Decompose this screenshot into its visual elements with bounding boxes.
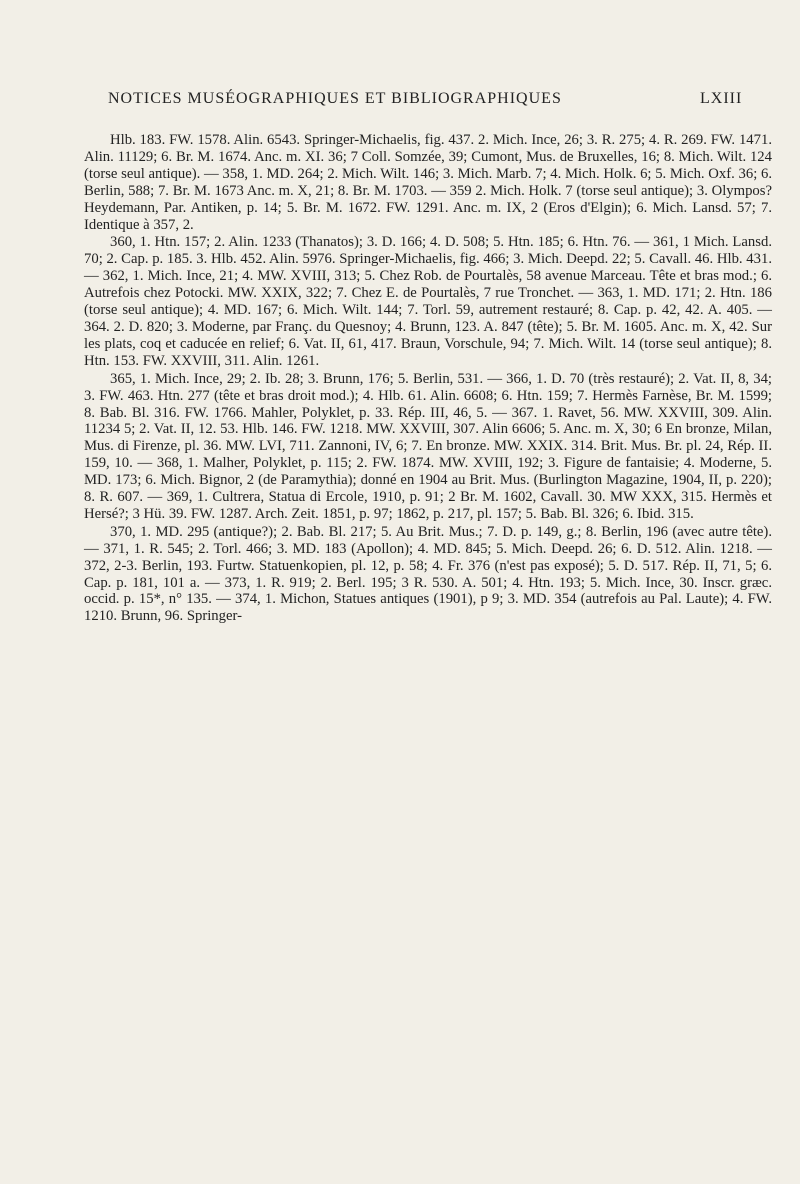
notes-body <box>84 132 772 626</box>
paragraph-370-374: 370, 1. MD. 295 (antique?); 2. Bab. Bl. 217; 5. Au Brit. Mus.; 7. D. p. 149, g.; 8. Berlin, 196 (avec autre tête). — 371, 1. R. 545; 2. Torl. 466; 3. MD. 183 (Apollon); 4. MD. 845; 5. Mich. Deepd. 26; 6. D. 512. Alin. 1218. — 372, 2-3. Berlin, 193. Furtw. Statuenkopien, pl. 12, p. 58; 4. Fr. 376 (n'est pas exposé); 5. D. 517. Rép. II, 71, 5; 6. Cap. p. 181, 101 a. — 373, 1. R. 919; 2. Berl. 195; 3 R. 530. A. 501; 4. Htn. 193; 5. Mich. Ince, 30. Inscr. græc. occid. p. 15*, n° 135. — 374, 1. Michon, Statues antiques (1901), p 9; 3. MD. 354 (autrefois au Pal. Laute); 4. FW. 1210. Brunn, 96. Springer- <box>84 523 772 625</box>
paragraph-365-369: 365, 1. Mich. Ince, 29; 2. Ib. 28; 3. Brunn, 176; 5. Berlin, 531. — 366, 1. D. 70 (très restauré); 2. Vat. II, 8, 34; 3. FW. 463. Htn. 277 (tête et bras droit mod.); 4. Hlb. 61. Alin. 6608; 6. Htn. 159; 7. Hermès Farnèse, Br. M. 1599; 8. Bab. Bl. 316. FW. 1766. Mahler, Polyklet, p. 33. Rép. III, 46, 5. — 367. 1. Ravet, 56. MW. XXVIII, 309. Alin. 11234 5; 2. Vat. II, 12. 53. Hlb. 146. FW. 1218. MW. XXVIII, 307. Alin 6606; 5. Anc. m. X, 30; 6 En bronze, Milan, Mus. di Firenze, pl. 36. MW. LVI, 711. Zannoni, IV, 6; 7. En bronze. MW. XXIX. 314. Brit. Mus. Br. pl. 24, Rép. II. 159, 10. — 368, 1. Malher, Polyklet, p. 115; 2. FW. 1874. MW. XVIII, 192; 3. Figure de fantaisie; 4. Moderne, 5. MD. 173; 6. Mich. Bignor, 2 (de Paramythia); donné en 1904 au Brit. Mus. (Burlington Magazine, 1904, II, p. 220); 8. R. 607. — 369, 1. Cultrera, Statua di Ercole, 1910, p. 91; 2 Br. M. 1602, Cavall. 30. MW XXX, 315. Hermès et Hersé?; 3 Hü. 39. FW. 1287. Arch. Zeit. 1851, p. 97; 1862, p. 217, pl. 157; 5. Bab. Bl. 326; 6. Ibid. 315. <box>84 370 772 522</box>
page-number: LXIII <box>700 90 743 107</box>
paragraph-357-359: Hlb. 183. FW. 1578. Alin. 6543. Springer-Michaelis, fig. 437. 2. Mich. Ince, 26; 3. R. 275; 4. R. 269. FW. 1471. Alin. 11129; 6. Br. M. 1674. Anc. m. XI. 36; 7 Coll. Somzée, 39; Cumont, Mus. de Bruxelles, 16; 8. Mich. Wilt. 124 (torse seul antique). — 358, 1. MD. 264; 2. Mich. Wilt. 146; 3. Mich. Marb. 7; 4. Mich. Holk. 6; 5. Mich. Oxf. 36; 6. Berlin, 588; 7. Br. M. 1673 Anc. m. X, 21; 8. Br. M. 1703. — 359 2. Mich. Holk. 7 (torse seul antique); 3. Olympos? Heydemann, Par. Antiken, p. 14; 5. Br. M. 1672. FW. 1291. Anc. m. IX, 2 (Eros d'Elgin); 6. Mich. Lansd. 57; 7. Identique à 357, 2. <box>84 132 772 233</box>
header-title: NOTICES MUSÉOGRAPHIQUES ET BIBLIOGRAPHIQUES <box>108 90 562 107</box>
paragraph-360-364: 360, 1. Htn. 157; 2. Alin. 1233 (Thanatos); 3. D. 166; 4. D. 508; 5. Htn. 185; 6. Htn. 76. — 361, 1 Mich. Lansd. 70; 2. Cap. p. 185. 3. Hlb. 452. Alin. 5976. Springer-Michaelis, fig. 466; 3. Mich. Deepd. 22; 5. Cavall. 46. Hlb. 431. — 362, 1. Mich. Ince, 21; 4. MW. XVIII, 313; 5. Chez Rob. de Pourtalès, 58 avenue Marceau. Tête et bras mod.; 6. Autrefois chez Potocki. MW. XXIX, 322; 7. Chez E. de Pourtalès, 7 rue Tronchet. — 363, 1. MD. 171; 2. Htn. 186 (torse seul antique); 4. MD. 167; 6. Mich. Wilt. 144; 7. Torl. 59, autrement restauré; 8. Cap. p. 42, 42. A. 405. — 364. 2. D. 820; 3. Moderne, par Franç. du Quesnoy; 4. Brunn, 123. A. 847 (tête); 5. Br. M. 1605. Anc. m. X, 42. Sur les plats, coq et caducée en relief; 6. Vat. II, 61, 417. Braun, Vorschule, 94; 7. Mich. Wilt. 14 (torse seul antique); 8. Htn. 153. FW. XXVIII, 311. Alin. 1261. <box>84 234 772 369</box>
